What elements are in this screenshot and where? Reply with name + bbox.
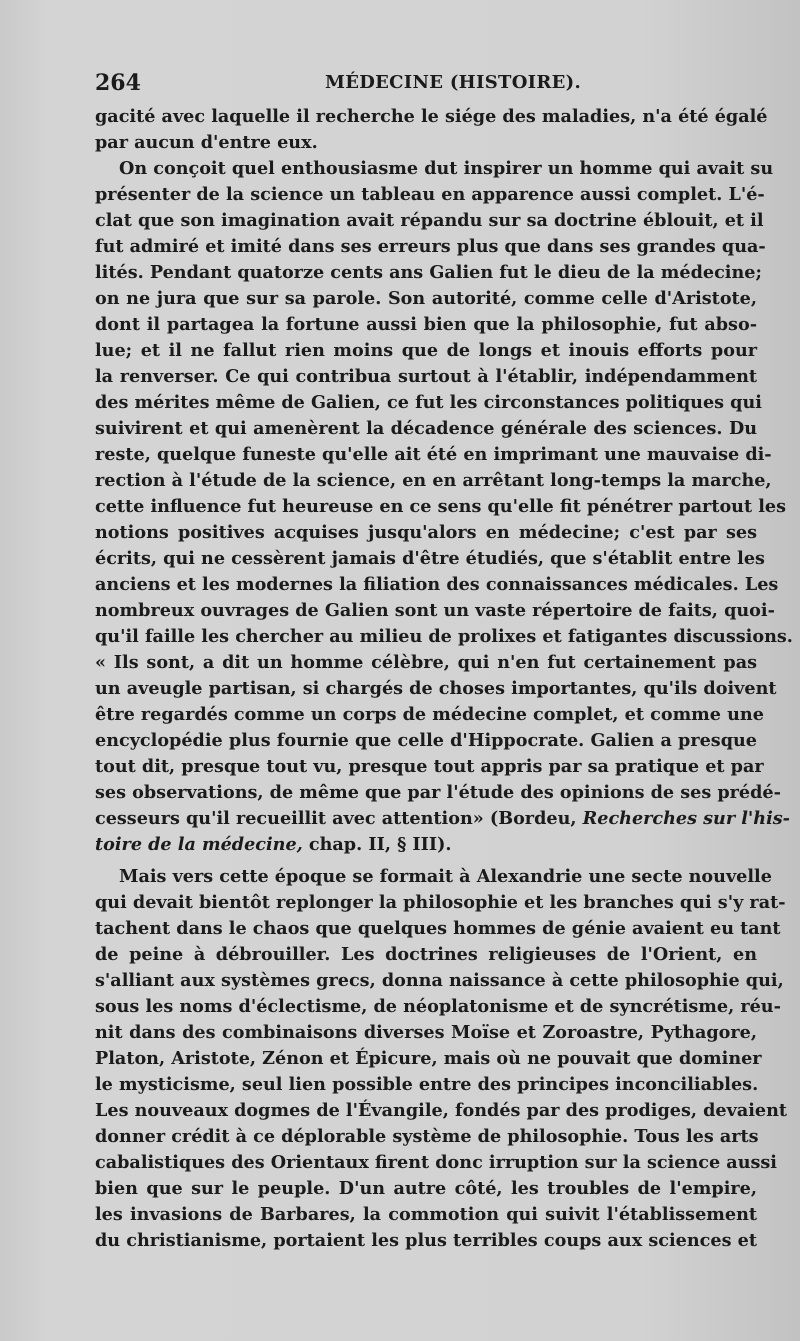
text-line: Platon, Aristote, Zénon et Épicure, mais où ne pouvait que dominer	[95, 1048, 762, 1069]
page-header	[95, 70, 755, 100]
text-line: nit dans des combinaisons diverses Moïse et Zoroastre, Pythagore,	[95, 1022, 757, 1043]
text-line: un aveugle partisan, si chargés de choses importantes, qu'ils doivent	[95, 678, 777, 699]
text-line: bien que sur le peuple. D'un autre côté, les troubles de l'empire,	[95, 1178, 757, 1199]
text-line: suivirent et qui amenèrent la décadence générale des sciences. Du	[95, 418, 757, 439]
text-line: reste, quelque funeste qu'elle ait été en imprimant une mauvaise di-	[95, 444, 772, 465]
text-line: la renverser. Ce qui contribua surtout à l'établir, indépendamment	[95, 366, 757, 387]
text-line: qui devait bientôt replonger la philosophie et les branches qui s'y rat-	[95, 892, 786, 913]
text-line: fut admiré et imité dans ses erreurs plus que dans ses grandes qua-	[95, 236, 766, 257]
text-line	[95, 832, 757, 858]
page-number: 264	[95, 70, 141, 96]
text-line: ses observations, de même que par l'étude des opinions de ses prédé-	[95, 782, 781, 803]
text-line: Les nouveaux dogmes de l'Évangile, fondés par des prodiges, devaient	[95, 1100, 788, 1121]
text-line: Mais vers cette époque se formait à Alexandrie une secte nouvelle	[119, 866, 772, 887]
text-line: tout dit, presque tout vu, presque tout appris par sa pratique et par	[95, 756, 764, 777]
text-segment: cesseurs qu'il recueillit avec attention» (Bordeu,	[95, 808, 577, 829]
text-line	[95, 806, 790, 832]
text-line: présenter de la science un tableau en apparence aussi complet. L'é-	[95, 184, 765, 205]
text-line: écrits, qui ne cessèrent jamais d'être étudiés, que s'établit entre les	[95, 548, 765, 569]
text-line: par aucun d'entre eux.	[95, 132, 318, 153]
book-title-italic: toire de la médecine,	[95, 834, 303, 855]
text-line: on ne jura que sur sa parole. Son autorité, comme celle d'Aristote,	[95, 288, 757, 309]
text-line: lités. Pendant quatorze cents ans Galien fut le dieu de la médecine;	[95, 262, 762, 283]
text-line: cette influence fut heureuse en ce sens qu'elle fit pénétrer partout les	[95, 496, 787, 517]
text-line: notions positives acquises jusqu'alors en médecine; c'est par ses	[95, 522, 757, 543]
text-line: du christianisme, portaient les plus terribles coups aux sciences et	[95, 1230, 757, 1251]
text-line: être regardés comme un corps de médecine complet, et comme une	[95, 704, 764, 725]
text-line: qu'il faille les chercher au milieu de prolixes et fatigantes discussions.	[95, 626, 793, 647]
text-line: cabalistiques des Orientaux firent donc irruption sur la science aussi	[95, 1152, 777, 1173]
text-line: dont il partagea la fortune aussi bien que la philosophie, fut abso-	[95, 314, 757, 335]
text-line: des mérites même de Galien, ce fut les circonstances politiques qui	[95, 392, 762, 413]
running-head: MÉDECINE (HISTOIRE).	[325, 72, 582, 93]
text-line: sous les noms d'éclectisme, de néoplatonisme et de syncrétisme, réu-	[95, 996, 781, 1017]
citation-ref: chap. II, § III).	[302, 834, 452, 855]
text-line: gacité avec laquelle il recherche le siége des maladies, n'a été égalé	[95, 106, 768, 127]
text-line: tachent dans le chaos que quelques hommes de génie avaient eu tant	[95, 918, 781, 939]
text-line: nombreux ouvrages de Galien sont un vaste répertoire de faits, quoi-	[95, 600, 775, 621]
text-line: anciens et les modernes la filiation des connaissances médicales. Les	[95, 574, 779, 595]
text-line: le mysticisme, seul lien possible entre des principes inconciliables.	[95, 1074, 759, 1095]
text-line: clat que son imagination avait répandu sur sa doctrine éblouit, et il	[95, 210, 764, 231]
text-line: lue; et il ne fallut rien moins que de longs et inouis efforts pour	[95, 340, 757, 361]
book-title-italic: Recherches sur l'his-	[582, 808, 790, 829]
text-line: s'alliant aux systèmes grecs, donna naissance à cette philosophie qui,	[95, 970, 784, 991]
text-line: les invasions de Barbares, la commotion qui suivit l'établissement	[95, 1204, 757, 1225]
text-line: rection à l'étude de la science, en en arrêtant long-temps la marche,	[95, 470, 772, 491]
text-line: de peine à débrouiller. Les doctrines religieuses de l'Orient, en	[95, 944, 757, 965]
text-line: encyclopédie plus fournie que celle d'Hippocrate. Galien a presque	[95, 730, 757, 751]
body-text	[95, 104, 793, 1254]
text-line: donner crédit à ce déplorable système de philosophie. Tous les arts	[95, 1126, 759, 1147]
text-line: On conçoit quel enthousiasme dut inspirer un homme qui avait su	[119, 158, 774, 179]
text-line: « Ils sont, a dit un homme célèbre, qui n'en fut certainement pas	[95, 652, 757, 673]
